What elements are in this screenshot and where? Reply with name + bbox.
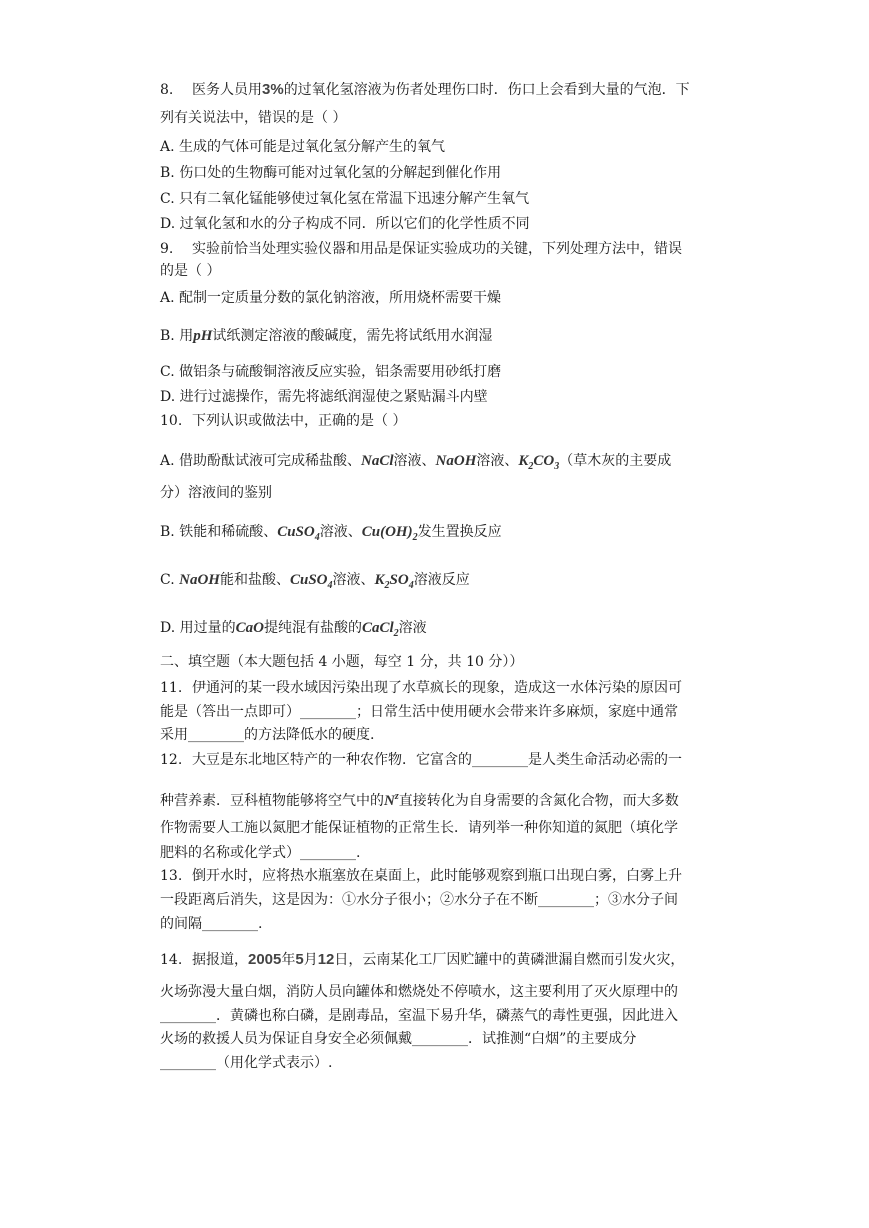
- q9-option-a: A. 配制一定质量分数的氯化钠溶液，所用烧杯需要干燥: [160, 290, 502, 306]
- q9-option-c: C. 做铝条与硫酸铜溶液反应实验，铝条需要用砂纸打磨: [160, 364, 502, 380]
- q14-line1: [160, 950, 684, 970]
- formula-cuso4-c-sub: 4: [327, 580, 333, 591]
- formula-ph: pH: [193, 328, 213, 344]
- q8-number: 8.: [160, 82, 174, 98]
- q13-text1: 倒开水时，应将热水瓶塞放在桌面上，此时能够观察到瓶口出现白雾，白雾上升: [192, 868, 682, 884]
- q10-a-text3: 溶液、: [476, 453, 519, 469]
- q10-a-text4: （草木灰的主要成: [559, 453, 672, 469]
- q8-stem-line1: [160, 80, 690, 100]
- q14-day: 12: [317, 951, 335, 968]
- formula-k2so4: [374, 572, 414, 591]
- q14-text-month: 月: [303, 952, 318, 968]
- q9-stem-line2: 的是（ ）: [160, 263, 221, 279]
- formula-naoh-c: NaOH: [179, 572, 220, 588]
- q10-c-text4: 溶液反应: [413, 572, 470, 588]
- formula-nacl: NaCl: [361, 453, 394, 469]
- q10-a-text2: 溶液、: [393, 453, 436, 469]
- formula-k2co3-k: K: [518, 453, 529, 469]
- q9-stem-line1: [160, 239, 682, 259]
- formula-naoh: NaOH: [435, 453, 477, 469]
- formula-cuso4: [277, 524, 320, 543]
- q9-option-b-text: B. 用: [160, 328, 194, 344]
- q14-text-year: 年: [281, 952, 296, 968]
- q12-text2-cont: 直接转化为自身需要的含氮化合物，而大多数: [398, 793, 679, 809]
- q10-option-a-line2: 分）溶液间的鉴别: [160, 485, 272, 501]
- q12-line3: 作物需要人工施以氮肥才能保证植物的正常生长．请列举一种你知道的氮肥（填化学: [160, 820, 678, 836]
- q14-line4: 火场的救援人员为保证自身安全必须佩戴________．试推测“白烟”的主要成分: [160, 1031, 637, 1047]
- q9-stem-text: 实验前恰当处理实验仪器和用品是保证实验成功的关键，下列处理方法中，错误: [192, 241, 682, 257]
- q10-stem-text: 下列认识或做法中，正确的是（ ）: [192, 413, 407, 429]
- q8-stem-text: 医务人员用: [192, 82, 262, 98]
- formula-k2co3-sub2: 2: [528, 461, 534, 472]
- q10-option-a-line1: [160, 451, 671, 477]
- formula-cacl2-base: CaCl: [361, 620, 394, 636]
- formula-n2: [384, 793, 399, 809]
- q13-line2: 一段距离后消失，这是因为：①水分子很小；②水分子在不断________；③水分子间: [160, 892, 678, 908]
- formula-k2so4-sub4: 4: [408, 580, 414, 591]
- q14-year: 2005: [248, 951, 282, 968]
- q8-option-c: C. 只有二氧化锰能够使过氧化氢在常温下迅速分解产生氧气: [160, 191, 530, 207]
- formula-cuoh2-base: Cu(OH): [361, 524, 413, 540]
- formula-k2co3-co: CO: [533, 453, 555, 469]
- formula-cacl2-sub: 2: [393, 628, 399, 639]
- q12-text2: 种营养素．豆科植物能够将空气中的: [160, 793, 384, 809]
- formula-cuoh2: [361, 524, 418, 543]
- q10-option-d: [160, 618, 427, 644]
- q10-stem: [160, 411, 406, 431]
- formula-cacl2: [361, 620, 399, 639]
- q9-option-b: [160, 326, 492, 346]
- q11-number: 11.: [160, 680, 183, 696]
- q10-option-b: [160, 522, 502, 548]
- formula-cuoh2-sub: 2: [412, 532, 418, 543]
- formula-n2-base: N: [384, 793, 395, 809]
- q9-option-d: D. 进行过滤操作，需先将滤纸润湿使之紧贴漏斗内壁: [160, 389, 488, 405]
- q10-d-text1: D. 用过量的: [160, 620, 236, 636]
- q10-c-text2: 能和盐酸、: [219, 572, 290, 588]
- formula-cuso4-sub: 4: [314, 532, 320, 543]
- q14-number: 14.: [160, 952, 183, 968]
- formula-n2-sup: z: [394, 791, 399, 802]
- q10-b-text2: 溶液、: [319, 524, 362, 540]
- formula-k2co3-sub3: 3: [554, 461, 560, 472]
- formula-cuso4-base: CuSO: [277, 524, 315, 540]
- q12-line2: [160, 787, 679, 811]
- formula-k2co3: [518, 453, 560, 472]
- q12-line4: 肥料的名称或化学式）________.: [160, 845, 361, 861]
- q10-d-text3: 溶液: [398, 620, 427, 636]
- q14-text1-cont: 日，云南某化工厂因贮罐中的黄磷泄漏自燃而引发火灾，: [334, 952, 685, 968]
- q10-c-text3: 溶液、: [332, 572, 375, 588]
- q13-line3: 的间隔________.: [160, 916, 263, 932]
- q9-number: 9.: [160, 241, 174, 257]
- q12-line1: [160, 750, 682, 770]
- q14-text1: 据报道，: [192, 952, 248, 968]
- q8-stem-text-cont: 的过氧化氢溶液为伤者处理伤口时．伤口上会看到大量的气泡．下: [283, 82, 690, 98]
- q10-d-text2: 提纯混有盐酸的: [263, 620, 362, 636]
- q10-b-text3: 发生置换反应: [417, 524, 502, 540]
- q8-concentration: 3%: [262, 81, 284, 98]
- q8-option-d: D. 过氧化氢和水的分子构成不同．所以它们的化学性质不同: [160, 216, 530, 232]
- q11-line3: 采用________的方法降低水的硬度.: [160, 727, 375, 743]
- q13-line1: [160, 866, 682, 886]
- q8-stem-line2: 列有关说法中，错误的是（ ）: [160, 110, 347, 126]
- formula-cuso4-c-base: CuSO: [289, 572, 328, 588]
- q14-line5: ________（用化学式表示）.: [160, 1055, 333, 1071]
- q10-a-text1: A. 借助酚酞试液可完成稀盐酸、: [160, 453, 362, 469]
- q10-c-text1: C.: [160, 572, 180, 588]
- q11-text1: 伊通河的某一段水域因污染出现了水草疯长的现象，造成这一水体污染的原因可: [192, 680, 682, 696]
- q11-line2: 能是（答出一点即可）________；日常生活中使用硬水会带来许多麻烦，家庭中通常: [160, 704, 678, 720]
- q14-month: 5: [295, 951, 304, 968]
- q14-line3: ________．黄磷也称白磷，是剧毒品，室温下易升华，磷蒸气的毒性更强，因此进入: [160, 1008, 678, 1024]
- q12-text1: 大豆是东北地区特产的一种农作物．它富含的________是人类生命活动必需的一: [192, 752, 682, 768]
- section-heading: 二、填空题（本大题包括 4 小题，每空 1 分，共 10 分））: [160, 654, 524, 670]
- q10-option-c: [160, 570, 470, 596]
- formula-cuso4-c: [289, 572, 333, 591]
- q10-number: 10.: [160, 413, 183, 429]
- q13-number: 13.: [160, 868, 183, 884]
- q9-option-b-text-cont: 试纸测定溶液的酸碱度，需先将试纸用水润湿: [212, 328, 493, 344]
- formula-k2so4-so: SO: [389, 572, 409, 588]
- formula-cao: CaO: [235, 620, 264, 636]
- q8-option-b: B. 伤口处的生物酶可能对过氧化氢的分解起到催化作用: [160, 165, 502, 181]
- formula-k2so4-k: K: [374, 572, 385, 588]
- q10-b-text1: B. 铁能和稀硫酸、: [160, 524, 278, 540]
- formula-k2so4-sub2: 2: [384, 580, 390, 591]
- q12-number: 12.: [160, 752, 183, 768]
- q11-line1: [160, 678, 682, 698]
- q14-line2: 火场弥漫大量白烟，消防人员向罐体和燃烧处不停喷水，这主要利用了灭火原理中的: [160, 984, 678, 1000]
- q8-option-a: A. 生成的气体可能是过氧化氢分解产生的氧气: [160, 139, 446, 155]
